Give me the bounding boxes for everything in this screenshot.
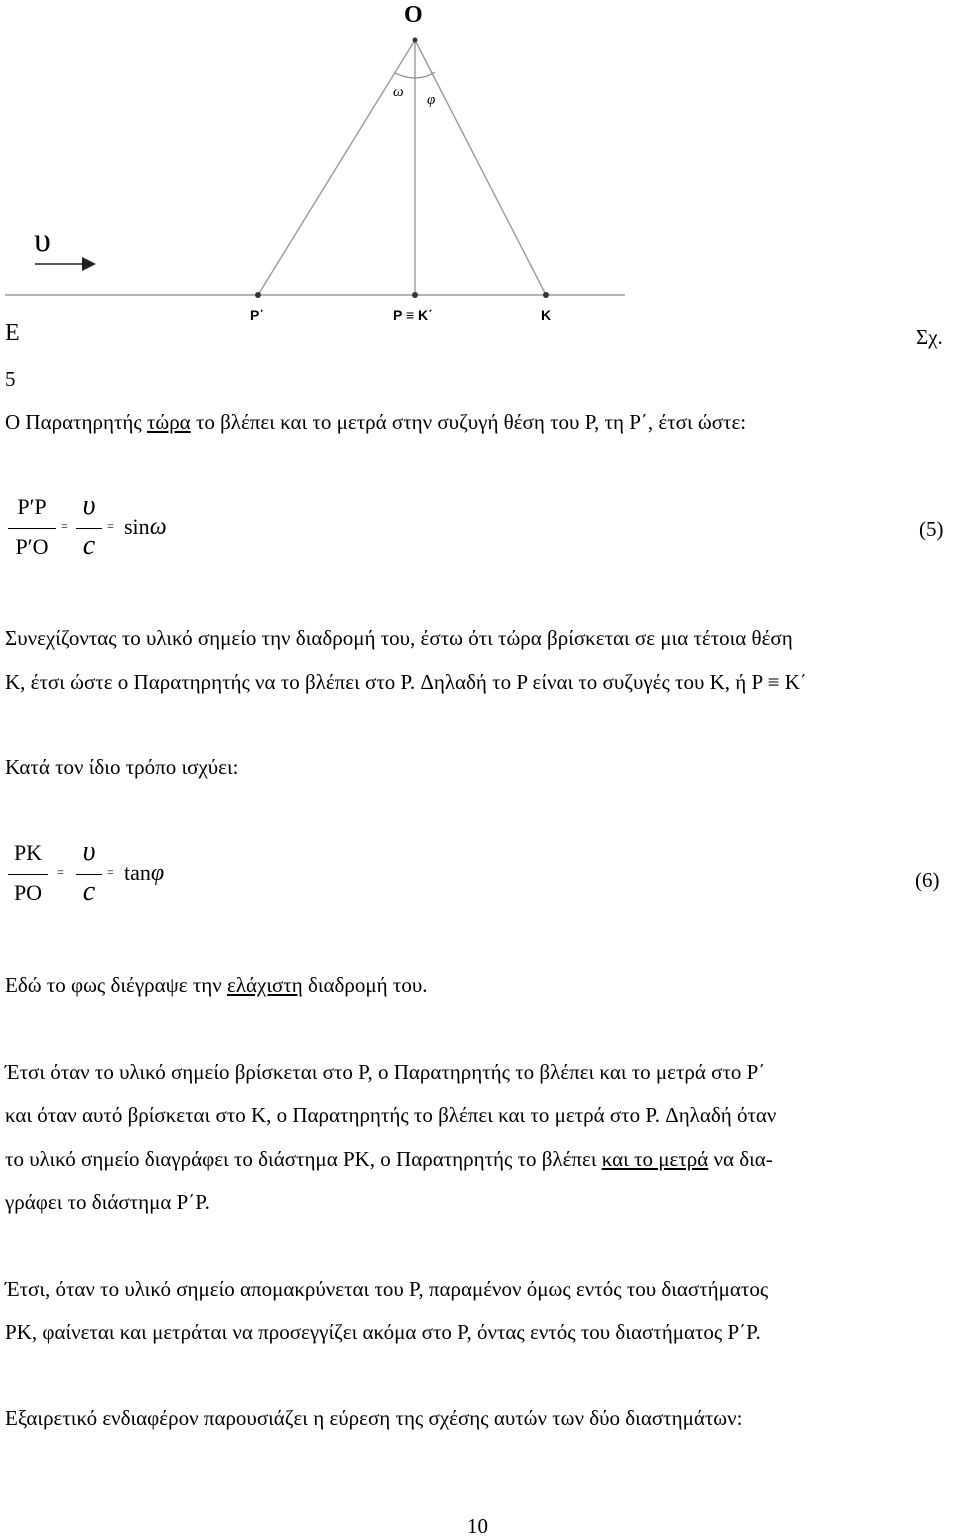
- paragraph-4-pre: Εδώ το φως διέγραψε την: [5, 973, 227, 997]
- paragraph-1-pre: Ο Παρατηρητής: [5, 410, 147, 434]
- eq6-number: (6): [915, 868, 940, 892]
- eq6-fraction-left: [8, 840, 48, 910]
- eq6-fraction-bar-mid: [76, 874, 102, 875]
- paragraph-2-line-1: Συνεχίζοντας το υλικό σημείο την διαδρομή του, έστω ότι τώρα βρίσκεται σε μια τέτοια θέση: [5, 626, 793, 650]
- eq5-fraction-bar-left: [8, 528, 56, 529]
- figure-left-letter: Ε: [5, 320, 20, 346]
- velocity-arrow-head: [82, 257, 96, 271]
- eq6-function: [124, 860, 164, 887]
- paragraph-5-line-2: και όταν αυτό βρίσκεται στο K, ο Παρατηρητής το βλέπει και το μετρά στο P. Δηλαδή όταν: [5, 1103, 777, 1127]
- paragraph-5-line-3: [5, 1146, 773, 1172]
- paragraph-6-line-2: PK, φαίνεται και μετράται να προσεγγίζει ακόμα στο P, όντας εντός του διαστήματος P΄P.: [5, 1320, 761, 1344]
- eq5-func-arg: ω: [149, 514, 167, 540]
- point-p-dot: [412, 292, 418, 298]
- eq6-equals-2: =: [107, 865, 114, 879]
- angle-phi-label: φ: [427, 92, 436, 108]
- figure-caption-number: 5: [5, 367, 16, 391]
- paragraph-5-line-3-post: να δια-: [708, 1147, 773, 1171]
- eq5-fraction-mid: [76, 490, 102, 564]
- eq5-numerator-left: P′P: [17, 494, 47, 519]
- point-k-label: K: [541, 307, 552, 323]
- paragraph-3: Κατά τον ίδιο τρόπο ισχύει:: [5, 755, 239, 779]
- eq6-func-name: tan: [124, 860, 151, 885]
- paragraph-5-line-1: Έτσι όταν το υλικό σημείο βρίσκεται στο P, ο Παρατηρητής το βλέπει και το μετρά στο P΄: [5, 1060, 766, 1084]
- eq5-function: [124, 514, 167, 541]
- page-number: 10: [467, 1514, 488, 1538]
- paragraph-5-line-4: γράφει το διάστημα P΄P.: [5, 1190, 210, 1214]
- eq5-func-name: sin: [124, 514, 150, 539]
- eq5-denominator-mid: c: [82, 530, 96, 561]
- paragraph-4-emphasis: ελάχιστη: [227, 973, 303, 997]
- point-o-dot: [413, 38, 418, 43]
- eq5-fraction-bar-mid: [76, 528, 102, 529]
- eq5-equals-2: =: [107, 519, 114, 533]
- paragraph-4-post: διαδρομή του.: [302, 973, 428, 997]
- eq5-number: (5): [919, 517, 944, 541]
- eq6-func-arg: φ: [150, 860, 165, 886]
- paragraph-6-line-1: Έτσι, όταν το υλικό σημείο απομακρύνεται του P, παραμένον όμως εντός του διαστήματος: [5, 1277, 769, 1301]
- eq5-denominator-left: P′O: [15, 534, 49, 559]
- eq6-numerator-left: PK: [13, 840, 43, 865]
- angle-omega-label: ω: [393, 84, 404, 100]
- eq6-denominator-left: PO: [13, 880, 43, 905]
- eq5-numerator-mid: υ: [82, 490, 96, 521]
- point-p-prime-dot: [255, 292, 261, 298]
- figure-caption: Σχ.: [916, 325, 943, 349]
- paragraph-5-line-3-emphasis: και το μετρά: [601, 1147, 709, 1171]
- paragraph-7: Εξαιρετικό ενδιαφέρον παρουσιάζει η εύρεση της σχέσης αυτών των δύο διαστημάτων:: [5, 1406, 743, 1430]
- eq6-equals-1: =: [57, 865, 64, 879]
- point-p-equiv-k-prime-label: P ≡ K΄: [393, 307, 433, 323]
- paragraph-4: [5, 972, 427, 998]
- eq5-equals-1: =: [61, 519, 68, 533]
- eq6-fraction-mid: [76, 836, 102, 910]
- paragraph-1-emphasis: τώρα: [146, 410, 191, 434]
- eq6-numerator-mid: υ: [82, 836, 96, 867]
- right-ray: [415, 40, 546, 295]
- paragraph-2-line-2: K, έτσι ώστε ο Παρατηρητής να το βλέπει στο P. Δηλαδή το P είναι το συζυγές του K, ή P ≡ K΄: [5, 670, 807, 694]
- point-p-prime-label: P΄: [250, 307, 264, 323]
- velocity-label: υ: [34, 222, 51, 259]
- equation-6: [0, 836, 960, 916]
- paragraph-1: [5, 409, 746, 435]
- paragraph-1-post: το βλέπει και το μετρά στην συζυγή θέση του P, τη P΄, έτσι ώστε:: [190, 410, 747, 434]
- label-o: O: [404, 2, 423, 28]
- left-ray: [258, 40, 415, 295]
- angle-arc-omega: [395, 73, 415, 78]
- figure-diagram: [0, 0, 960, 345]
- point-k-dot: [543, 292, 549, 298]
- eq5-fraction-left: [8, 494, 56, 564]
- paragraph-5-line-3-pre: το υλικό σημείο διαγράφει το διάστημα PK, ο Παρατηρητής το βλέπει: [5, 1147, 602, 1171]
- eq6-fraction-bar-left: [8, 874, 48, 875]
- eq6-denominator-mid: c: [82, 876, 96, 907]
- equation-5: [0, 490, 960, 570]
